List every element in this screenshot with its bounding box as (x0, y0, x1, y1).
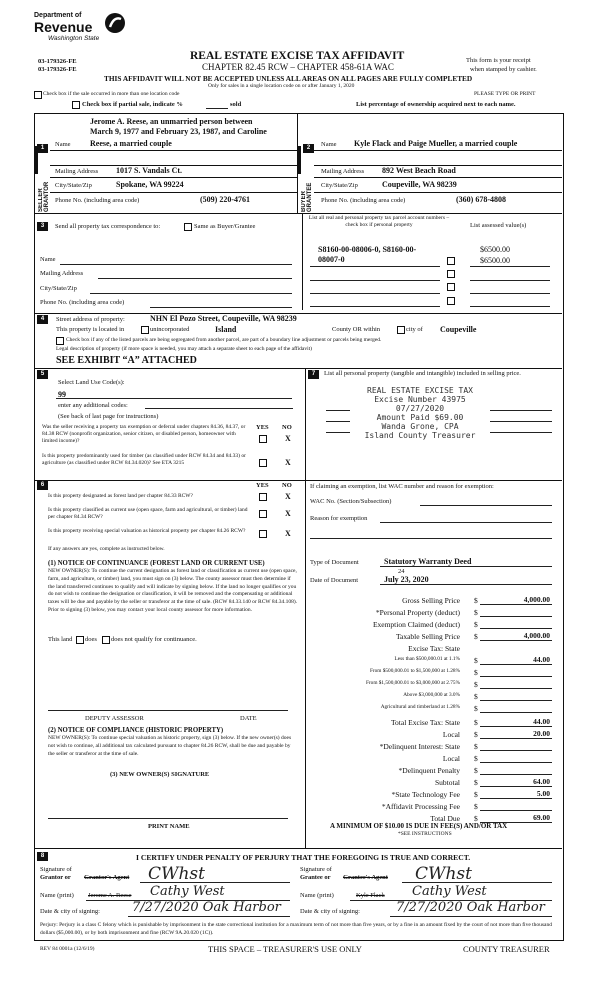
amount-row-0-value: 4,000.00 (523, 595, 550, 604)
total-row-4-field[interactable] (480, 774, 552, 775)
doc-date-label: Date of Document (310, 577, 359, 584)
amount-row-2-label: Exemption Claimed (deduct) (372, 620, 460, 629)
bracket-row-4-label: Agricultural and timberland at 1.28% (380, 704, 460, 710)
buyer-name-label: Name (321, 141, 337, 148)
s5-q1-yes[interactable] (259, 435, 267, 443)
total-row-6-field[interactable] (480, 798, 552, 799)
stamp-line-5: Wanda Grone, CPA (381, 422, 459, 431)
bracket-row-3-label: Above $3,000,000 at 3.0% (403, 692, 460, 698)
corr-name-label: Name (40, 256, 56, 263)
total-row-4-label: *Delinquent Penalty (398, 766, 460, 775)
city-name[interactable]: Coupeville (440, 325, 477, 334)
partial-sale-label: Check box if partial sale, indicate % (82, 101, 183, 108)
bracket-row-0-value: 44.00 (533, 655, 550, 664)
amount-row-3-dollar: $ (474, 632, 478, 641)
buyer-phone[interactable]: (360) 678-4808 (456, 195, 506, 204)
legal-label: Legal description of property (if more space is needed, you may attach a separate sheet to each page of the affidavit) (56, 346, 312, 352)
total-row-2-field[interactable] (480, 750, 552, 751)
stamp-line-1: REAL ESTATE EXCISE TAX (367, 386, 473, 395)
exhibit-note: SEE EXHIBIT “A” ATTACHED (56, 355, 197, 366)
grantor-sig-of: Signature of (40, 866, 72, 873)
partial-percent-field[interactable] (206, 108, 228, 109)
if-yes-note: If any answers are yes, complete as instructed below. (48, 546, 165, 552)
seller-name-line-1: Jerome A. Reese, an unmarried person between (90, 117, 253, 126)
excise-state-label: Excise Tax: State (408, 644, 460, 653)
grantee-print-handwritten: Cathy West (412, 884, 487, 899)
reason-label: Reason for exemption (310, 515, 368, 522)
s6-no-header: NO (282, 482, 292, 489)
total-row-8-dollar: $ (474, 814, 478, 823)
treasurer-space: THIS SPACE – TREASURER'S USE ONLY (208, 944, 362, 954)
personal-property-checkbox-2[interactable] (447, 270, 455, 278)
bracket-row-2-dollar: $ (474, 680, 478, 689)
claiming-label: If claiming an exemption, list WAC number and reason for exemption: (310, 483, 494, 490)
seller-name-label: Name (55, 141, 71, 148)
grantee-print-struck: Kyle Flack (356, 892, 385, 899)
amount-row-0-field[interactable] (480, 604, 552, 605)
bracket-row-2-label: From $1,500,000.01 to $3,000,000 at 2.75% (365, 680, 460, 686)
seller-mailing-label: Mailing Address (55, 168, 99, 175)
s5-yes-header: YES (256, 424, 269, 431)
grantor-date-label: Date & city of signing: (40, 908, 100, 915)
grantee-label: Grantee or (300, 874, 331, 881)
seller-name-line-3[interactable]: Reese, a married couple (90, 139, 172, 148)
county-name[interactable]: Island (215, 325, 237, 334)
seller-city-label: City/State/Zip (55, 182, 92, 189)
multi-location-checkbox[interactable] (34, 91, 42, 99)
grantor-name-print-label: Name (print) (40, 892, 74, 899)
total-row-6-value: 5.00 (536, 789, 550, 798)
date-label: DATE (240, 715, 257, 722)
s6-q3-yes[interactable] (259, 530, 267, 538)
additional-codes-field[interactable] (145, 408, 293, 409)
personal-property-checkbox-4[interactable] (447, 297, 455, 305)
land-use-code[interactable]: 99 (58, 390, 66, 399)
stamp-line-3: 07/27/2020 (395, 404, 445, 413)
assessor-signature-line[interactable] (48, 710, 288, 711)
s5-q2-yes[interactable] (259, 459, 267, 467)
corr-mailing-field[interactable] (98, 278, 292, 279)
grantor-label: Grantor or (40, 874, 71, 881)
segregated-label: Check box if any of the listed parcels are being segregated from another parcel, are part of a boundary line adjustment or parcels being merged. (66, 337, 382, 343)
seller-name-line-2: March 9, 1977 and February 23, 1987, and Caroline (90, 127, 267, 136)
bracket-row-3-field[interactable] (480, 700, 552, 701)
corr-city-label: City/State/Zip (40, 285, 77, 292)
total-row-3-label: Local (442, 754, 460, 763)
bracket-row-1-field[interactable] (480, 676, 552, 677)
amount-row-3-value: 4,000.00 (523, 631, 550, 640)
bracket-row-0-dollar: $ (474, 656, 478, 665)
grantor-agent-label: Grantor's Agent (84, 874, 130, 881)
section-1-number: 1 (37, 144, 48, 153)
s5-question-2: Is this property predominantly used for timber (as classified under RCW 84.34 and 84.33) or agriculture (as classified under RCW 84.34.020)? See ETA 3215 (42, 453, 246, 466)
buyer-side-label: BUYER GRANTEE (301, 182, 313, 212)
does-not-label: does not qualify for continuance. (111, 636, 197, 643)
buyer-phone-label: Phone No. (including area code) (321, 197, 406, 204)
corr-city-field[interactable] (90, 293, 292, 294)
amount-row-1-dollar: $ (474, 608, 478, 617)
s6-question-3: Is this property receiving special valuation as historical property per chapter 84.26 RCW? (48, 528, 246, 534)
total-row-5-label: Subtotal (434, 778, 460, 787)
parcel-number-2[interactable]: 08007-0 (318, 255, 345, 264)
seller-phone[interactable]: (509) 220-4761 (200, 195, 250, 204)
amount-row-0-label: Gross Selling Price (402, 596, 460, 605)
form-revision: REV 84 0001a (12/6/19) (40, 946, 95, 952)
bracket-row-0-label: Less than $500,000.01 at 1.1% (394, 656, 460, 662)
location-note: Only for sales in a single location code on or after January 1, 2020 (208, 83, 355, 89)
unincorporated-checkbox[interactable] (141, 326, 149, 334)
doc-type-label: Type of Document (310, 559, 359, 566)
does-label: does (85, 636, 97, 643)
ref-number-2: 03-179326-FE (38, 66, 77, 73)
revenue-word: Revenue (34, 19, 93, 35)
buyer-mailing-label: Mailing Address (321, 168, 365, 175)
amount-row-1-label: *Personal Property (deduct) (375, 608, 460, 617)
wac-label: WAC No. (Section/Subsection) (310, 498, 392, 505)
total-row-7-dollar: $ (474, 802, 478, 811)
grantor-signature: CWhst (148, 864, 205, 884)
total-row-2-dollar: $ (474, 742, 478, 751)
bracket-row-1-label: From $500,000.01 to $1,500,000 at 1.28% (369, 668, 460, 674)
seller-city[interactable]: Spokane, WA 99224 (116, 180, 184, 189)
land-label: This land (48, 636, 73, 643)
amount-row-1-field[interactable] (480, 616, 552, 617)
bracket-row-0-field[interactable] (480, 664, 552, 665)
total-row-5-value: 64.00 (533, 777, 550, 786)
certify-statement: I CERTIFY UNDER PENALTY OF PERJURY THAT THE FOREGOING IS TRUE AND CORRECT. (136, 853, 471, 862)
grantee-agent-label: Grantee's Agent (343, 874, 388, 881)
total-row-5-dollar: $ (474, 778, 478, 787)
total-row-2-label: *Delinquent Interest: State (379, 742, 460, 751)
doc-date-day: 24 (398, 568, 405, 575)
total-row-5-field[interactable] (480, 786, 552, 787)
see-back-label: (See back of last page for instructions) (58, 413, 159, 420)
wac-field[interactable] (420, 505, 552, 506)
personal-property-checkbox-1[interactable] (447, 257, 455, 265)
s6-question-1: Is this property designated as forest land per chapter 84.33 RCW? (48, 493, 193, 499)
total-row-6-dollar: $ (474, 790, 478, 799)
total-row-0-dollar: $ (474, 718, 478, 727)
does-checkbox[interactable] (76, 636, 84, 644)
amount-row-2-field[interactable] (480, 628, 552, 629)
buyer-city[interactable]: Coupeville, WA 98239 (382, 180, 457, 189)
s6-q1-no-mark[interactable]: X (285, 492, 291, 501)
city-checkbox[interactable] (397, 326, 405, 334)
seller-phone-label: Phone No. (including area code) (55, 197, 140, 204)
grantee-date-line[interactable] (390, 916, 552, 917)
additional-codes-label: enter any additional codes: (58, 402, 128, 409)
notice-1-title: (1) NOTICE OF CONTINUANCE (FOREST LAND OR CURRENT USE) (48, 560, 265, 567)
seller-side-label: SELLER GRANTOR (38, 181, 50, 212)
grantor-print-struck: Jerome A. Reese (88, 892, 132, 899)
personal-property-checkbox-3[interactable] (447, 283, 455, 291)
bracket-row-3-dollar: $ (474, 692, 478, 701)
segregated-checkbox[interactable] (56, 337, 64, 345)
revenue-logo (34, 12, 124, 52)
treasurer-stamp (355, 386, 485, 440)
total-row-1-dollar: $ (474, 730, 478, 739)
buyer-mailing[interactable]: 892 West Beach Road (382, 166, 456, 175)
parcel-list-header: List all real and personal property tax parcel account numbers – check box if personal property (308, 215, 450, 228)
s6-question-2: Is this property classified as current use (open space, farm and agricultural, or timber) land per chapter 84.34 RCW? (48, 507, 248, 520)
total-row-0-field[interactable] (480, 726, 552, 727)
total-row-1-value: 20.00 (533, 729, 550, 738)
county-or-label: County OR within (332, 326, 381, 333)
section-6-number: 6 (37, 481, 48, 490)
section-4-number: 4 (37, 315, 48, 324)
corr-phone-field[interactable] (150, 307, 292, 308)
s5-q2-no-mark[interactable]: X (285, 458, 291, 467)
section-3-number: 3 (37, 222, 48, 231)
total-row-3-field[interactable] (480, 762, 552, 763)
doc-type[interactable]: Statutory Warranty Deed (384, 557, 472, 566)
grantee-date-label: Date & city of signing: (300, 908, 360, 915)
total-row-0-label: Total Excise Tax: State (390, 718, 460, 727)
assessed-value-1[interactable]: $6500.00 (480, 245, 510, 254)
grantee-date-handwritten: 7/27/2020 Oak Harbor (396, 900, 545, 915)
personal-property-label: List all personal property (tangible and intangible) included in selling price. (324, 370, 521, 377)
grantee-name-print-label: Name (print) (300, 892, 334, 899)
s6-q3-no-mark[interactable]: X (285, 529, 291, 538)
section-2-number: 2 (303, 144, 314, 153)
section-8-number: 8 (37, 852, 48, 861)
form-chapter: CHAPTER 82.45 RCW – CHAPTER 458-61A WAC (202, 62, 394, 72)
bracket-row-1-dollar: $ (474, 668, 478, 677)
total-row-7-field[interactable] (480, 810, 552, 811)
city-of-label: city of (406, 326, 423, 333)
total-row-7-label: *Affidavit Processing Fee (381, 802, 460, 811)
s6-q2-no-mark[interactable]: X (285, 509, 291, 518)
bracket-row-4-field[interactable] (480, 712, 552, 713)
receipt-note-2: when stamped by cashier. (470, 66, 537, 73)
section-5-number: 5 (37, 370, 48, 379)
see-instructions: *SEE INSTRUCTIONS (398, 831, 452, 837)
total-row-8-label: Total Due (430, 814, 460, 823)
stamp-line-4: Amount Paid $69.00 (376, 413, 464, 422)
notice-2-title: (2) NOTICE OF COMPLIANCE (HISTORIC PROPERTY) (48, 727, 224, 734)
corr-mailing-label: Mailing Address (40, 270, 84, 277)
property-street[interactable]: NHN El Pozo Street, Coupeville, WA 98239 (150, 314, 297, 323)
dept-line: Department of (34, 12, 82, 19)
form-title: REAL ESTATE EXCISE TAX AFFIDAVIT (190, 50, 405, 62)
grantor-date-handwritten: 7/27/2020 Oak Harbor (132, 900, 281, 915)
total-row-0-value: 44.00 (533, 717, 550, 726)
reason-field[interactable] (380, 522, 552, 523)
buyer-name[interactable]: Kyle Flack and Paige Mueller, a married couple (354, 139, 518, 148)
receipt-note: This form is your receipt (466, 57, 531, 64)
send-correspondence: Send all property tax correspondence to: (55, 223, 161, 230)
s5-question-1: Was the seller receiving a property tax exemption or deferral under chapters 84.36, 84.37, or 84.38 RCW (nonprofit organization, senior citizen, or disabled person, homeowner with limited income)? (42, 424, 246, 444)
total-row-1-label: Local (442, 730, 460, 739)
grantee-sig-of: Signature of (300, 866, 332, 873)
located-label: This property is located in (56, 326, 125, 333)
total-row-3-dollar: $ (474, 754, 478, 763)
s5-q1-no-mark[interactable]: X (285, 434, 291, 443)
ownership-note: List percentage of ownership acquired next to each name. (356, 101, 516, 108)
multi-location-label: Check box if the sale occurred in more than one location code (43, 91, 180, 97)
s5-no-header: NO (282, 424, 292, 431)
assessed-header: List assessed value(s) (470, 222, 527, 229)
notice-2-body: NEW OWNER(S): To continue special valuation as historic property, sign (3) below. If the new owner(s) does not wish to continue, all additional tax calculated pursuant to chapter 84.26 RCW, shall be due and payable by the seller or transferor at the time of sale. (48, 735, 292, 757)
same-as-buyer-label: Same as Buyer/Grantee (194, 223, 256, 230)
amount-row-3-field[interactable] (480, 640, 552, 641)
grantor-print-handwritten: Cathy West (150, 884, 225, 899)
stamp-line-6: Island County Treasurer (364, 431, 476, 440)
minimum-due: A MINIMUM OF $10.00 IS DUE IN FEE(S) AND/OR TAX (330, 822, 508, 830)
type-or-print: PLEASE TYPE OR PRINT (474, 91, 536, 97)
total-row-8-value: 69.00 (533, 813, 550, 822)
partial-sale-checkbox[interactable] (72, 101, 80, 109)
s6-q2-yes[interactable] (259, 510, 267, 518)
amount-row-3-label: Taxable Selling Price (395, 632, 460, 641)
ref-number-1: 03-179326-FE (38, 58, 77, 65)
street-label: Street address of property: (56, 316, 125, 323)
deputy-label: DEPUTY ASSESSOR (85, 715, 144, 722)
bracket-row-2-field[interactable] (480, 688, 552, 689)
revenue-emblem-icon (104, 12, 126, 34)
new-owner-sig-label: (3) NEW OWNER(S) SIGNATURE (110, 771, 210, 778)
grantee-signature: CWhst (415, 864, 472, 884)
s6-q1-yes[interactable] (259, 493, 267, 501)
parcel-number[interactable]: S8160-00-08006-0, S8160-00- (318, 245, 417, 254)
sold-label: sold (230, 101, 242, 108)
print-name-label: PRINT NAME (148, 823, 190, 830)
new-owner-signature-line[interactable] (48, 818, 288, 819)
total-row-4-dollar: $ (474, 766, 478, 775)
section-7-number: 7 (308, 370, 319, 379)
grantor-date-line[interactable] (128, 916, 290, 917)
does-not-checkbox[interactable] (102, 636, 110, 644)
bracket-row-4-dollar: $ (474, 704, 478, 713)
stamp-line-2: Excise Number 43975 (374, 395, 466, 404)
amount-row-0-dollar: $ (474, 596, 478, 605)
perjury-note: Perjury: Perjury is a class C felony which is punishable by imprisonment in the state correctional institution for a maximum term of not more than five years, or by a fine in an amount fixed by the court of not more than five thousand dollars ($5,000.00), or by both imprisonment and fine (RCW 9A.20.020 (1C)). (40, 922, 552, 936)
state-word: Washington State (48, 35, 100, 42)
unincorporated-label: unincorporated (150, 326, 190, 333)
seller-mailing[interactable]: 1017 S. Vandals Ct. (116, 166, 183, 175)
buyer-city-label: City/State/Zip (321, 182, 358, 189)
county-treasurer: COUNTY TREASURER (463, 944, 550, 954)
total-row-1-field[interactable] (480, 738, 552, 739)
land-use-label: Select Land Use Code(s): (58, 379, 125, 386)
amount-row-2-dollar: $ (474, 620, 478, 629)
completion-warning: THIS AFFIDAVIT WILL NOT BE ACCEPTED UNLESS ALL AREAS ON ALL PAGES ARE FULLY COMPLETED (104, 74, 473, 83)
corr-phone-label: Phone No. (including area code) (40, 299, 125, 306)
corr-name-field[interactable] (60, 264, 292, 265)
notice-1-body: NEW OWNER(S): To continue the current designation as forest land or classification as current use (open space, farm, and agriculture, or timber) land, you must sign on (3) below. The county assessor must then determine if the land transferred continues to qualify and will indicate by signing below. If the land no longer qualifies or you do not wish to continue the designation or classification, it will be removed and the compensating or additional taxes will be due and payable by the seller or transferor at the time of sale. (RCW 84.33.140 or RCW 84.34.108). Prior to signing (3) below, you may contact your local county assessor for more information. (48, 568, 298, 613)
doc-date[interactable]: July 23, 2020 (384, 575, 429, 584)
total-row-6-label: *State Technology Fee (391, 790, 460, 799)
same-as-buyer-checkbox[interactable] (184, 223, 192, 231)
assessed-value-2[interactable]: $6500.00 (480, 256, 510, 265)
s6-yes-header: YES (256, 482, 269, 489)
